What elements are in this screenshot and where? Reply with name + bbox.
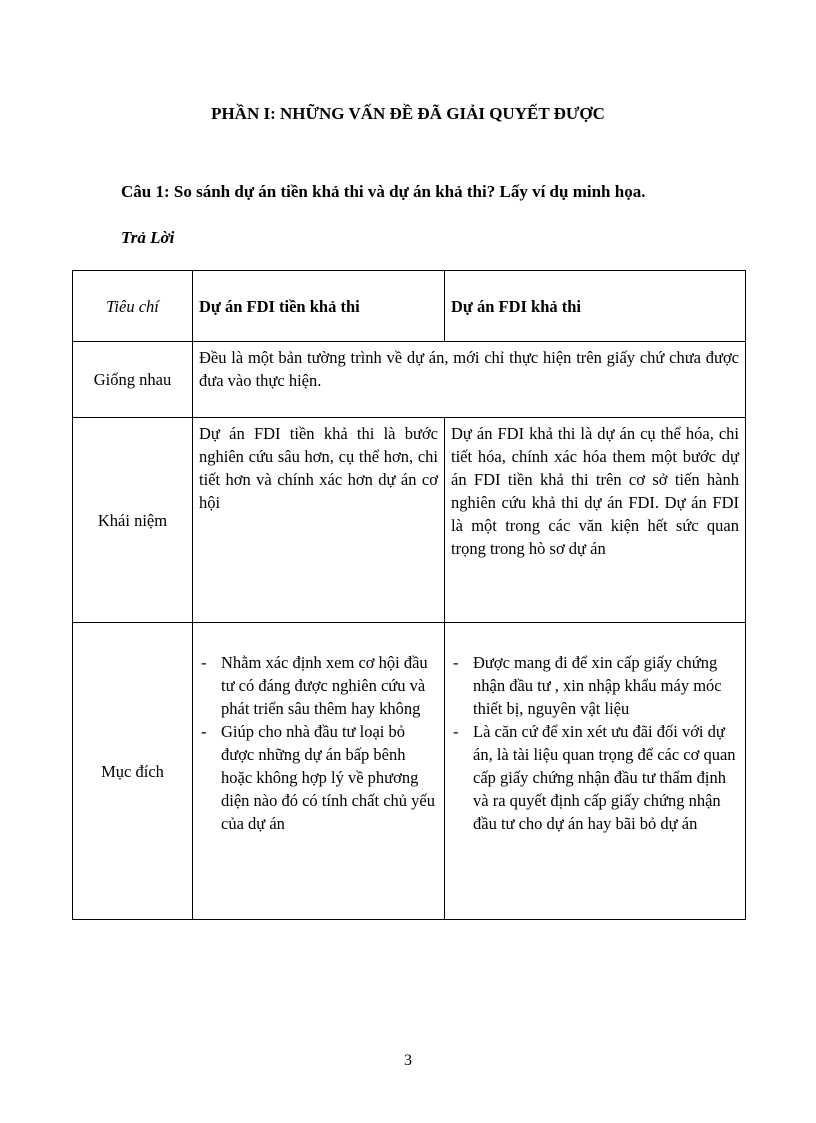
list-item: - Nhằm xác định xem cơ hội đầu tư có đáng được nghiên cứu và phát triển sâu thêm hay không [221,651,438,720]
comparison-table [72,270,746,920]
concept-label: Khái niệm [73,418,193,623]
prefeasibility-header: Dự án FDI tiền khả thi [193,271,445,342]
purpose-prefeasibility-cell [193,623,445,920]
list-item: - Là căn cứ để xin xét ưu đãi đối với dự án, là tài liệu quan trọng để các cơ quan cấp giấy chứng nhận đầu tư thẩm định và ra quyết định cấp giấy chứng nhận đầu tư cho dự án hay bãi bỏ dự án [473,720,739,835]
purpose-feasibility-cell [445,623,746,920]
answer-label: Trả Lời [121,228,175,247]
table-header-row [73,271,746,342]
concept-prefeasibility: Dự án FDI tiền khả thi là bước nghiên cứu sâu hơn, cụ thể hơn, chi tiết hơn và chính xác hơn dự án cơ hội [193,418,445,623]
similarity-label: Giống nhau [73,342,193,418]
similarity-text: Đều là một bản tường trình về dự án, mới chỉ thực hiện trên giấy chứ chưa được đưa vào thực hiện. [193,342,746,418]
concept-row [73,418,746,623]
list-item: - Được mang đi để xin cấp giấy chứng nhận đầu tư , xin nhập khẩu máy móc thiết bị, nguyên vật liệu [473,651,739,720]
purpose-label: Mục đích [73,623,193,920]
question-title: Câu 1: So sánh dự án tiền khả thi và dự án khả thi? Lấy ví dụ minh họa. [121,182,646,201]
purpose-prefeasibility-list [199,651,438,835]
similarity-row [73,342,746,418]
purpose-feasibility-list [451,651,739,835]
feasibility-header: Dự án FDI khả thi [445,271,746,342]
purpose-row [73,623,746,920]
concept-feasibility: Dự án FDI khả thi là dự án cụ thể hóa, chi tiết hóa, chính xác hóa them một bước dự án FDI tiền khả thi trên cơ sở tiến hành nghiên cứu khả thi dự án FDI. Dự án FDI là một trong các văn kiện hết sức quan trọng trong hò sơ dự án [445,418,746,623]
criteria-header: Tiêu chí [73,271,193,342]
section-heading: PHẦN I: NHỮNG VẤN ĐỀ ĐÃ GIẢI QUYẾT ĐƯỢC [211,104,605,123]
list-item: - Giúp cho nhà đầu tư loại bỏ được những dự án bấp bênh hoặc không hợp lý về phương diện nào đó có tính chất chủ yếu của dự án [221,720,438,835]
page-number: 3 [404,1052,412,1069]
